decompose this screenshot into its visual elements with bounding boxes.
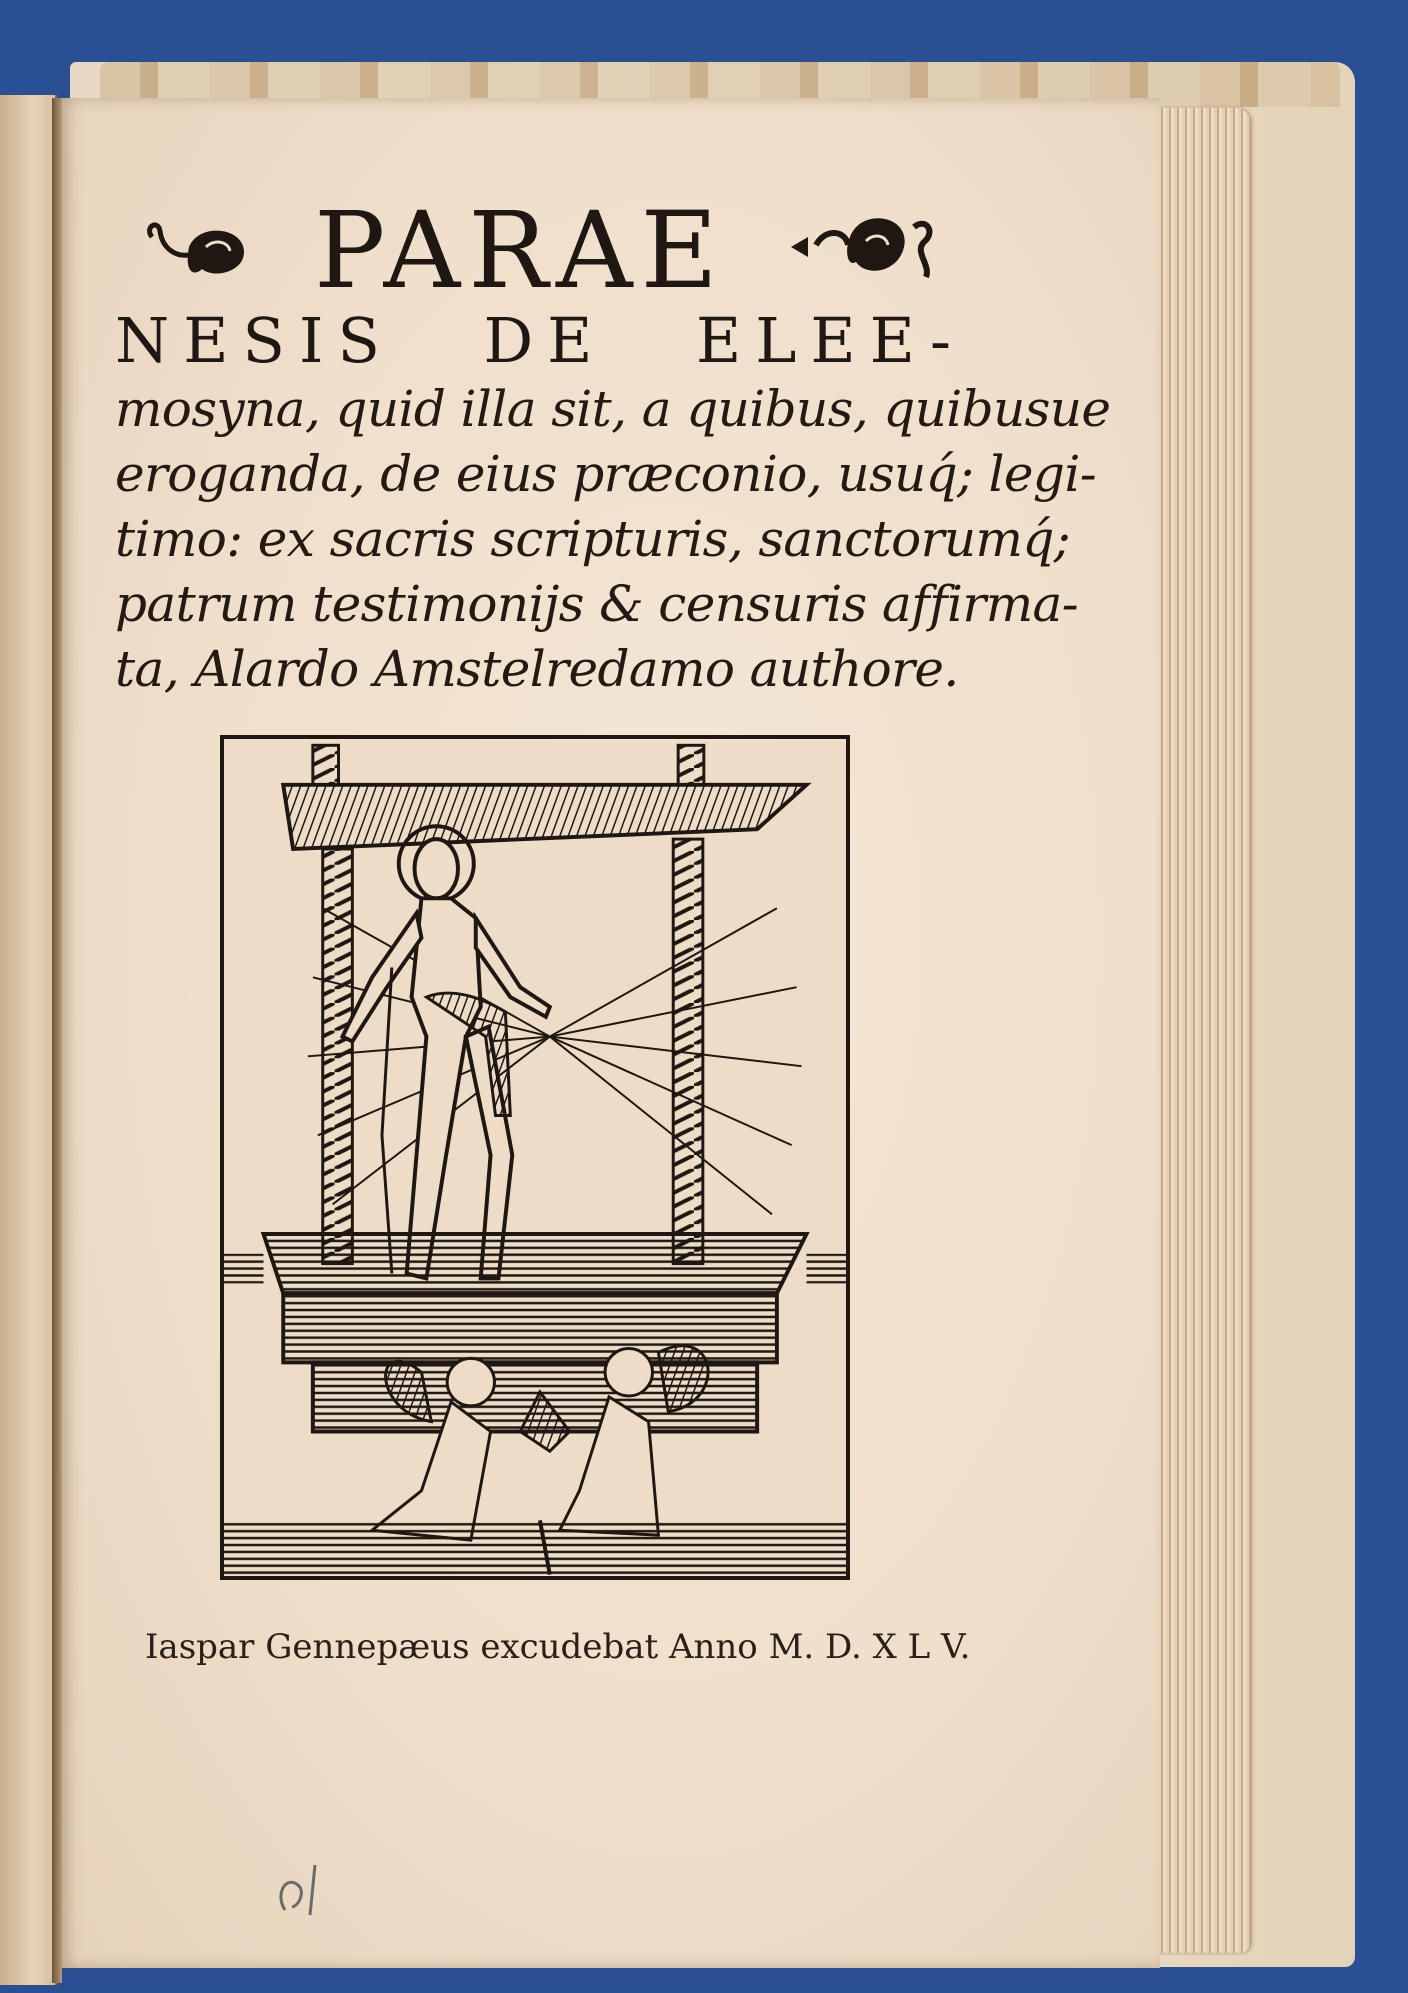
body-line-3: timo: ex sacris scripturis, sanctorumq́; [115,510,1070,568]
printer-imprint: Iaspar Gennepæus excudebat Anno M. D. X L V. [145,1627,971,1667]
right-fleuron-ornament-icon [786,189,936,312]
body-line-2: eroganda, de eius præconio, usuq́; legi- [115,445,1097,503]
body-line-1: mosyna, quid illa sit, a quibus, quibusue [115,380,1111,438]
woodcut-image [224,739,846,1576]
title-word-parae: PARAE [314,188,726,312]
handwritten-mark [270,1855,350,1925]
left-page-edge [0,95,57,1985]
left-fleuron-ornament-icon [144,189,254,312]
body-line-4: patrum testimonijs & censuris affirma- [115,575,1079,633]
woodcut-illustration [220,735,850,1580]
page-fore-edges [1150,108,1250,1953]
title-line-1 [115,180,965,312]
title-line-2: NESIS DE ELEE- [115,304,965,377]
body-line-5: ta, Alardo Amstelredamo authore. [115,640,959,698]
book-gutter [52,98,62,1983]
